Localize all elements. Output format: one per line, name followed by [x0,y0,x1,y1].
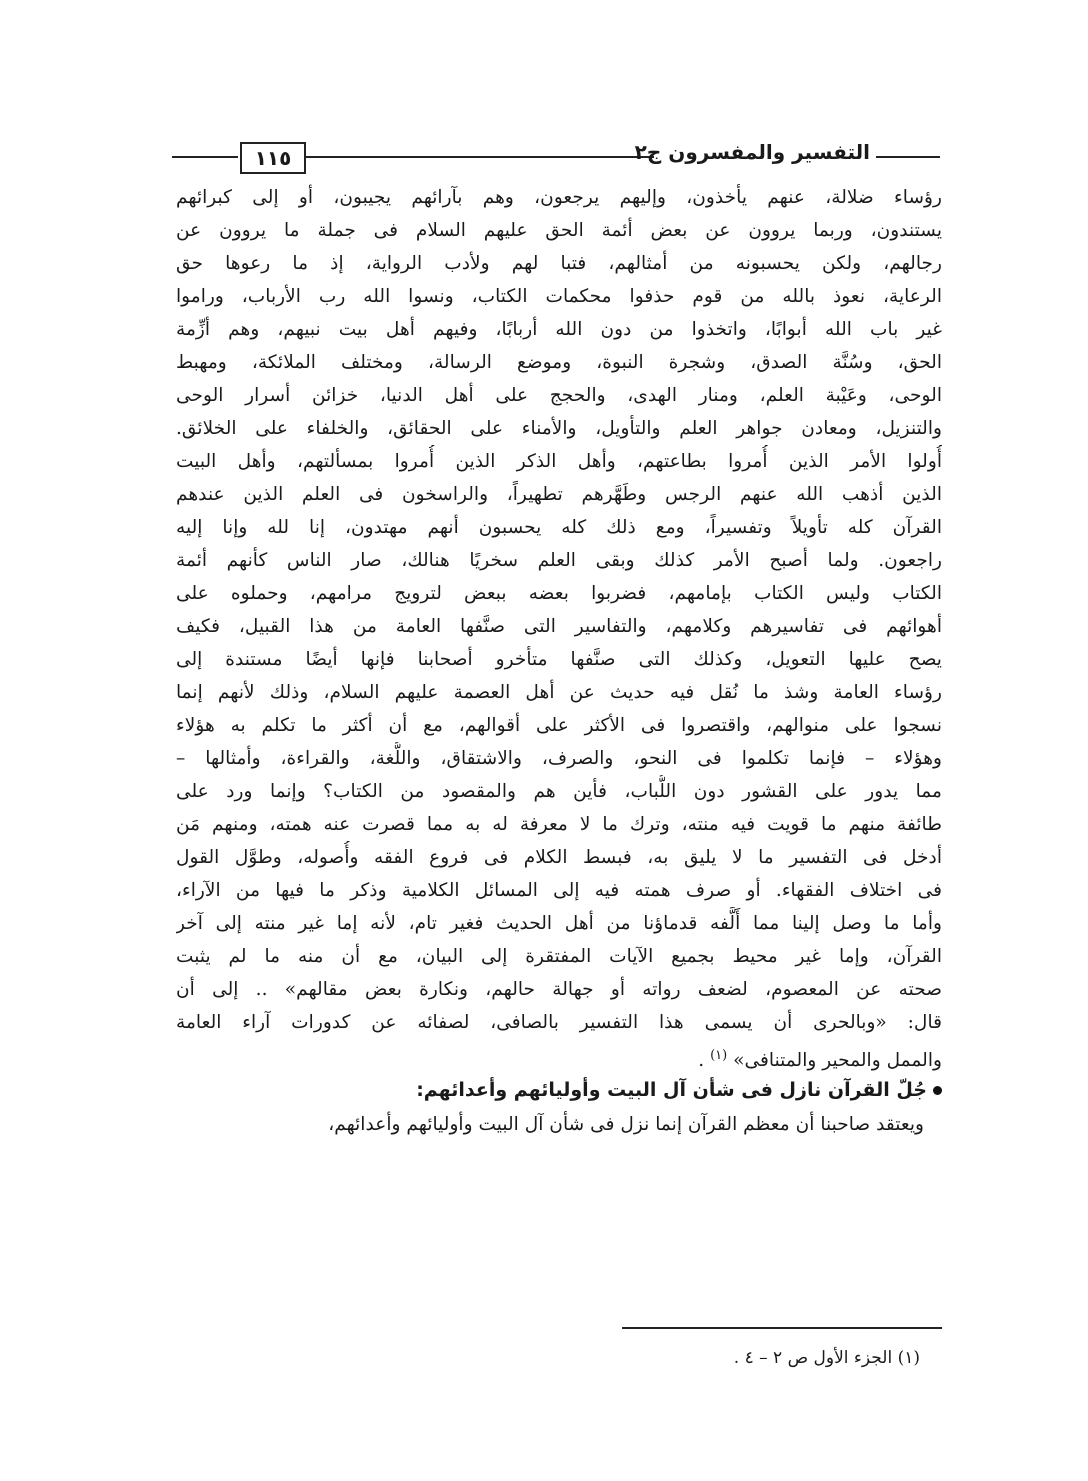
text-line-last: والممل والمحير والمتنافى» $^{(١)}$ . [698,1048,942,1072]
page-header [172,138,940,178]
running-title: التفسير والمفسرون ج٢ [634,140,870,164]
text-line: يصح عليها التعويل، وكذلك التى صنَّفها متأخرو أصحابنا فإنها أيضًا مستندة إلى [176,649,942,670]
text-line: طائفة منهم ما قويت فيه منته، وترك ما لا معرفة له به مما قصرت عنه همته، ومنهم مَن [176,814,942,835]
main-text [176,181,942,1141]
text-line: راجعون. ولما أصبح الأمر كذلك وبقى العلم سخريًا هنالك، صار الناس كأنهم أئمة [176,550,942,571]
section-first-line: ويعتقد صاحبنا أن معظم القرآن إنما نزل فى شأن آل البيت وأوليائهم وأعدائهم، [328,1114,924,1135]
text-line: غير باب الله أبوابًا، واتخذوا من دون الله أربابًا، وفيهم أهل بيت نبيهم، وهم أزِّمة [176,319,942,340]
footnote-reference: (١) [710,1048,728,1063]
text-line: رجالهم، ولكن يحسبونه من أمثالهم، فتبا لهم ولأدب الرواية، إذ ما رعوها حق [176,253,942,274]
text-line: يستندون، وربما يروون عن بعض أئمة الحق عليهم السلام فى جملة ما يروون عن [176,220,942,241]
footnote-text: (١) الجزء الأول ص ٢ – ٤ . [733,1348,920,1368]
text-line: الكتاب وليس الكتاب بإمامهم، فضربوا بعضه ببعض لترويج مرامهم، وحملوه على [176,583,942,604]
text-line: رؤساء ضلالة، عنهم يأخذون، وإليهم يرجعون، وهم بآرائهم يجيبون، أو إلى كبرائهم [176,187,942,208]
bullet-icon [933,1086,942,1095]
section-heading [176,1072,942,1108]
section-heading-text: جُلّ القرآن نازل فى شأن آل البيت وأوليائهم وأعدائهم: [416,1079,927,1101]
text-line: الذين أذهب الله عنهم الرجس وطَهَّرهم تطهيراً، والراسخون فى العلم الذين عندهم [176,484,942,505]
text-line: رؤساء العامة وشذ ما نُقل فيه حديث عن أهل العصمة عليهم السلام، وذلك لأنهم إنما [176,682,942,703]
footnote-rule [622,1327,942,1329]
text-line: أهوائهم فى تفاسيرهم وكلامهم، والتفاسير التى صنَّفها العامة من هذا القبيل، فكيف [176,616,942,637]
header-rule-left [172,156,238,158]
text-line: الرعاية، نعوذ بالله من قوم حذفوا محكمات الكتاب، ونسوا الله رب الأرباب، وراموا [176,286,942,307]
text-line: الوحى، وعَيْبة العلم، ومنار الهدى، والحجج على أهل الدنيا، خزائن أسرار الوحى [176,385,942,406]
text-line: مما يدور على القشور دون اللُّباب، فأين هم والمقصود من الكتاب؟ وإنما ورد على [176,781,942,802]
text-line: وأما ما وصل إلينا مما أَلَّفه قدماؤنا من أهل الحديث فغير تام، لأنه إما غير منته إلى آخر [176,913,942,934]
text-line: أُولوا الأمر الذين أُمروا بطاعتهم، وأهل الذكر الذين أُمروا بمسألتهم، وأهل البيت [176,451,942,472]
page-number: ١١٥ [240,142,306,174]
text-line-last-content: والممل والمحير والمتنافى» [733,1050,942,1072]
header-rule-right [876,156,940,158]
text-line: الحق، وسُنَّة الصدق، وشجرة النبوة، وموضع الرسالة، ومختلف الملائكة، ومهبط [176,352,942,373]
text-line: والتنزيل، ومعادن جواهر العلم والتأويل، والأمناء على الحقائق، والخلفاء على الخلائق. [176,418,942,439]
text-line: صحته عن المعصوم، لضعف رواته أو جهالة حالهم، ونكارة بعض مقالهم» .. إلى أن [176,979,942,1000]
text-line: أدخل فى التفسير ما لا يليق به، فبسط الكلام فى فروع الفقه وأُصوله، وطوَّل القول [176,847,942,868]
text-line: القرآن، وإما غير محيط بجميع الآيات المفتقرة إلى البيان، مع أن منه ما لم يثبت [176,946,942,967]
text-line: نسجوا على منوالهم، واقتصروا فى الأكثر على أقوالهم، مع أن أكثر ما تكلم به هؤلاء [176,715,942,736]
text-line: القرآن كله تأويلاً وتفسيراً، ومع ذلك كله يحسبون أنهم مهتدون، إنا لله وإنا إليه [176,517,942,538]
text-line: قال: «وبالحرى أن يسمى هذا التفسير بالصافى، لصفائه عن كدورات آراء العامة [176,1012,942,1033]
text-line: وهؤلاء – فإنما تكلموا فى النحو، والصرف، والاشتقاق، واللُّغة، والقراءة، وأمثالها – [176,748,942,769]
text-line: فى اختلاف الفقهاء. أو صرف همته فيه إلى المسائل الكلامية وذكر ما فيها من الآراء، [176,880,942,901]
header-rule-middle [304,156,654,158]
